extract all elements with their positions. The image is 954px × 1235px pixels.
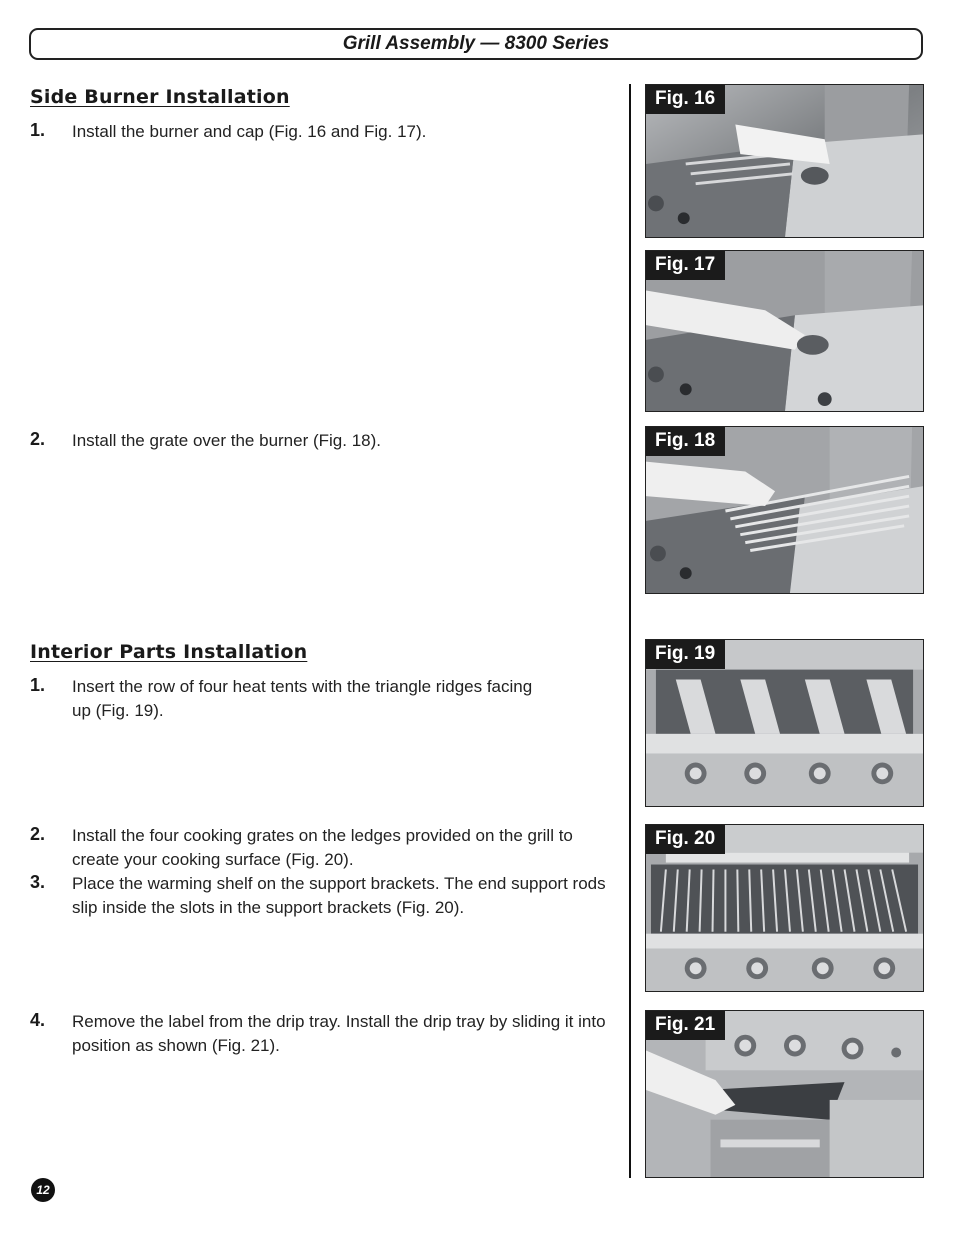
side-burner-step-2: [30, 429, 620, 459]
figure-label: Fig. 20: [646, 825, 725, 854]
step-text: Remove the label from the drip tray. Install the drip tray by sliding it into position as shown (Fig. 21).: [72, 1012, 606, 1055]
step-text: Install the grate over the burner (Fig. 18).: [72, 431, 381, 450]
figure-label: Fig. 21: [646, 1011, 725, 1040]
page-title: Grill Assembly — 8300 Series: [342, 33, 610, 54]
section-title-side-burner: Side Burner Installation: [30, 86, 290, 108]
step-number: 3.: [30, 872, 46, 892]
interior-step-4: [30, 1010, 620, 1060]
figure-label: Fig. 17: [646, 251, 725, 280]
figure-label: Fig. 19: [646, 640, 725, 669]
figure-21: [645, 1010, 924, 1178]
step-number: 1.: [30, 675, 46, 695]
section-title-interior-parts: Interior Parts Installation: [30, 641, 308, 663]
column-divider: [629, 84, 631, 1178]
step-text: Place the warming shelf on the support brackets. The end support rods slip inside the slots in the support brackets (Fig. 20).: [72, 874, 606, 917]
figure-label: Fig. 18: [646, 427, 725, 456]
figure-18: [645, 426, 924, 594]
figure-17: [645, 250, 924, 412]
page-number: 12: [31, 1178, 55, 1202]
figure-16: [645, 84, 924, 238]
figure-label: Fig. 16: [646, 85, 725, 114]
step-text: Install the burner and cap (Fig. 16 and Fig. 17).: [72, 122, 427, 141]
figure-20: [645, 824, 924, 992]
side-burner-step-1: [30, 120, 620, 150]
interior-step-1: [30, 675, 620, 725]
interior-step-3: [30, 872, 620, 922]
step-text: Install the four cooking grates on the ledges provided on the grill to create your cooking surface (Fig. 20).: [72, 826, 573, 869]
page-header: [29, 28, 923, 60]
step-number: 1.: [30, 120, 46, 140]
interior-step-2: [30, 824, 620, 874]
step-number: 4.: [30, 1010, 46, 1030]
step-number: 2.: [30, 429, 46, 449]
step-number: 2.: [30, 824, 46, 844]
step-text: Insert the row of four heat tents with the triangle ridges facing up (Fig. 19).: [72, 677, 533, 720]
figure-19: [645, 639, 924, 807]
